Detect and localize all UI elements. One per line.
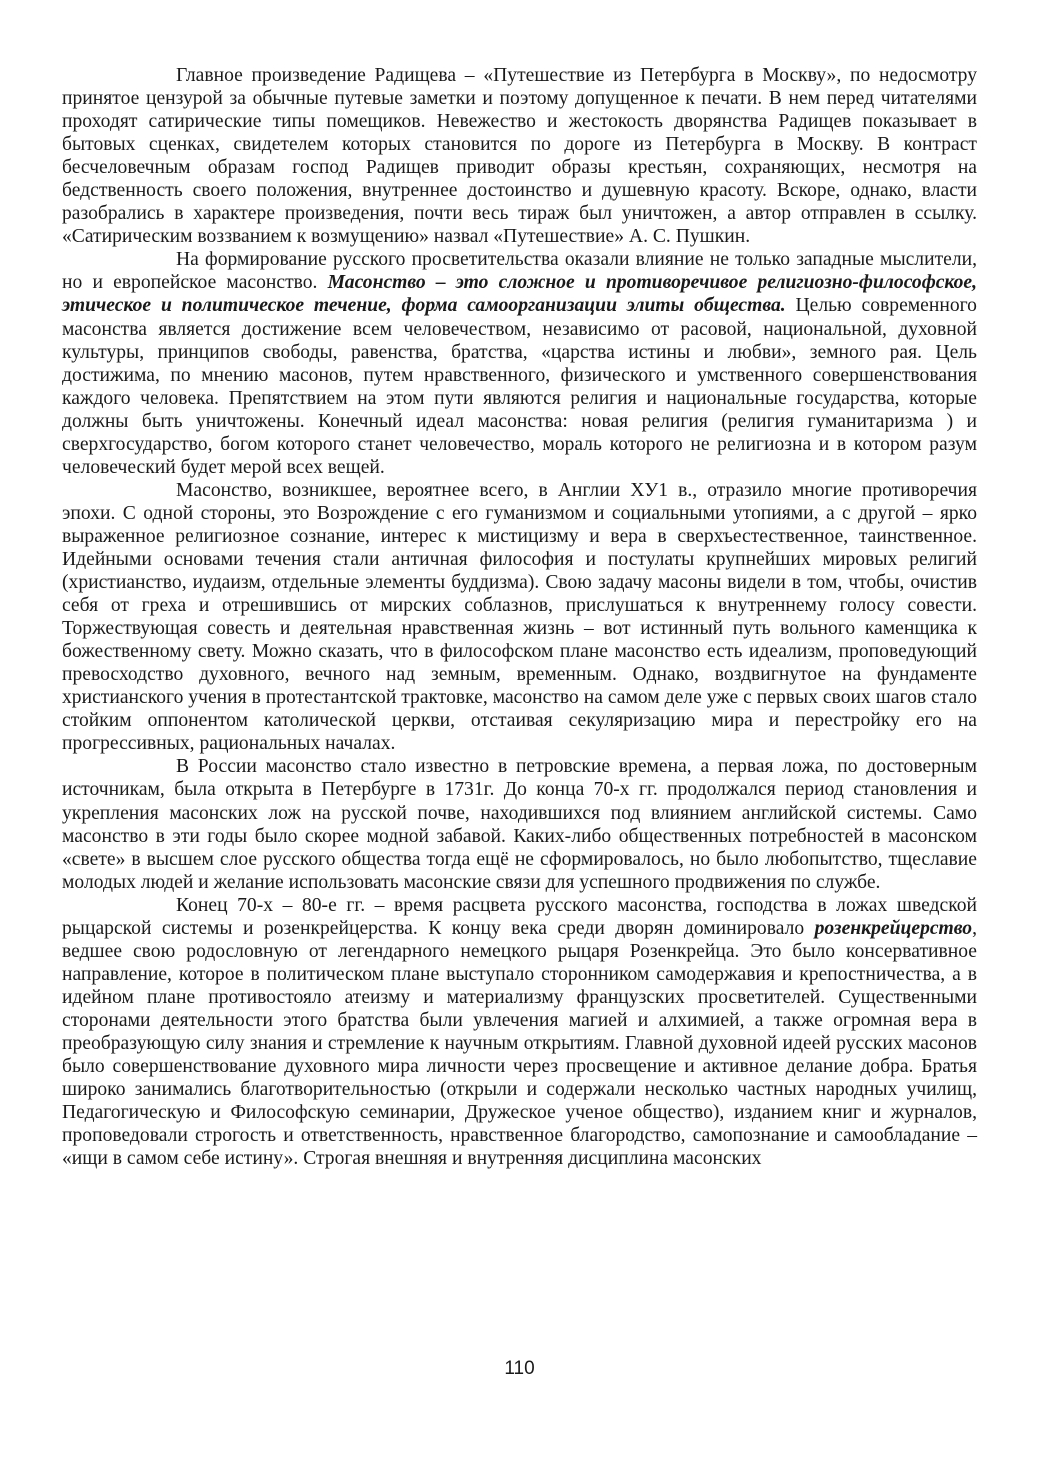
paragraph-text: В России масонство стало известно в петровские времена, а первая ложа, по достоверным источникам, была открыта в Петербурге в 1731г. До конца 70-х гг. продолжался период становления и укрепления масонских лож на русской почве, находившихся под влиянием английской системы. Само масонство в эти годы было скорее модной забавой. Каких-либо общественных потребностей в масонском «свете» в высшем слое русского общества тогда ещё не сформировалось, но было любопытство, тщеславие молодых людей и желание использовать масонские связи для успешного продвижения по службе. [62, 756, 977, 893]
paragraph-masonry-definition [62, 248, 977, 478]
paragraph-text: Главное произведение Радищева – «Путешествие из Петербурга в Москву», по недосмотру принятое цензурой за обычные путевые заметки и поэтому допущенное к печати. В нем перед читателями проходят сатирические типы помещиков. Невежество и жестокость дворянства Радищев показывает в бытовых сценках, свидетелем которых становится по дороге из Петербурга в Москву. В контраст бесчеловечным образам господ Радищев приводит образы крестьян, сохраняющих, несмотря на бедственность своего положения, внутреннее достоинство и душевную красоту. Вскоре, однако, власти разобрались в характере произведения, почти весь тираж был уничтожен, а автор отправлен в ссылку. «Сатирическим воззванием к возмущению» назвал «Путешествие» А. С. Пушкин. [62, 65, 977, 248]
masonry-definition-emphasis: Масонство – это сложное и противоречивое религиозно-философское, этическое и политическое течение, форма самоорганизации элиты общества. [62, 272, 977, 317]
paragraph-masonry-origins [62, 479, 977, 756]
page-number: 110 [504, 1358, 535, 1379]
paragraph-radishchev [62, 64, 977, 248]
paragraph-rosicrucianism [62, 894, 977, 1171]
paragraph-text: , ведшее свою родословную от легендарного немецкого рыцаря Розенкрейца. Это было консервативное направление, которое в политическом плане выступало сторонником самодержавия и крепостничества, а в идейном плане противостояло атеизму и материализму французских просветителей. Существенными сторонами деятельности этого братства были увлечения магией и алхимией, а также огромная вера в преобразующую силу знания и стремление к научным открытиям. Главной духовной идеей русских масонов было совершенствование духовного мира личности через просвещение и активное делание добра. Братья широко занимались благотворительностью (открыли и содержали несколько частных народных училищ, Педагогическую и Философскую семинарии, Дружеское ученое общество), изданием книг и журналов, проповедовали строгость и ответственность, нравственное благородство, самопознание и самообладание – «ищи в самом себе истину». Строгая внешняя и внутренняя дисциплина масонских [62, 917, 977, 1170]
document-body [62, 64, 977, 1170]
paragraph-text: Конец 70-х – 80-е гг. – время расцвета русского масонства, господства в ложах шведской рыцарской системы и розенкрейцерства. К концу века среди дворян доминировало [62, 894, 977, 939]
paragraph-masonry-in-russia [62, 755, 977, 893]
paragraph-text: Целью современного масонства является достижение всем человечеством, независимо от расовой, национальной, духовной культуры, принципов свободы, равенства, братства, «царства истины и любви», земного рая. Цель достижима, по мнению масонов, путем нравственного, физического и умственного совершенствования каждого человека. Препятствием на этом пути являются религия и национальные государства, которые должны быть уничтожены. Конечный идеал масонства: новая религия (религия гуманитаризма ) и сверхгосударство, богом которого станет человечество, мораль которого не религиозна и в котором разум человеческий будет мерой всех вещей. [62, 295, 977, 478]
rosicrucianism-emphasis: розенкрейцерство [814, 917, 973, 939]
paragraph-text: Масонство, возникшее, вероятнее всего, в Англии ХУ1 в., отразило многие противоречия эпохи. С одной стороны, это Возрождение с его гуманизмом и социальными утопиями, а с другой – ярко выраженное религиозное сознание, интерес к мистицизму и вера в сверхъестественное, таинственное. Идейными основами течения стали античная философия и постулаты крупнейших мировых религий (христианство, иудаизм, отдельные элементы буддизма). Свою задачу масоны видели в том, чтобы, очистив себя от греха и отрешившись от мирских соблазнов, прислушаться к внутреннему голосу совести. Торжествующая совесть и деятельная нравственная жизнь – вот истинный путь вольного каменщика к божественному свету. Можно сказать, что в философском плане масонство есть идеализм, проповедующий превосходство духовного, вечного над земным, временным. Однако, воздвигнутое на фундаменте христианского учения в протестантской трактовке, масонство на самом деле уже с первых своих шагов стало стойким оппонентом католической церкви, отстаивая секуляризацию мира и перестройку его на прогрессивных, рациональных началах. [62, 479, 977, 755]
paragraph-text: На формирование русского просветительства оказали влияние не только западные мыслители, но и европейское масонство. [62, 249, 977, 294]
